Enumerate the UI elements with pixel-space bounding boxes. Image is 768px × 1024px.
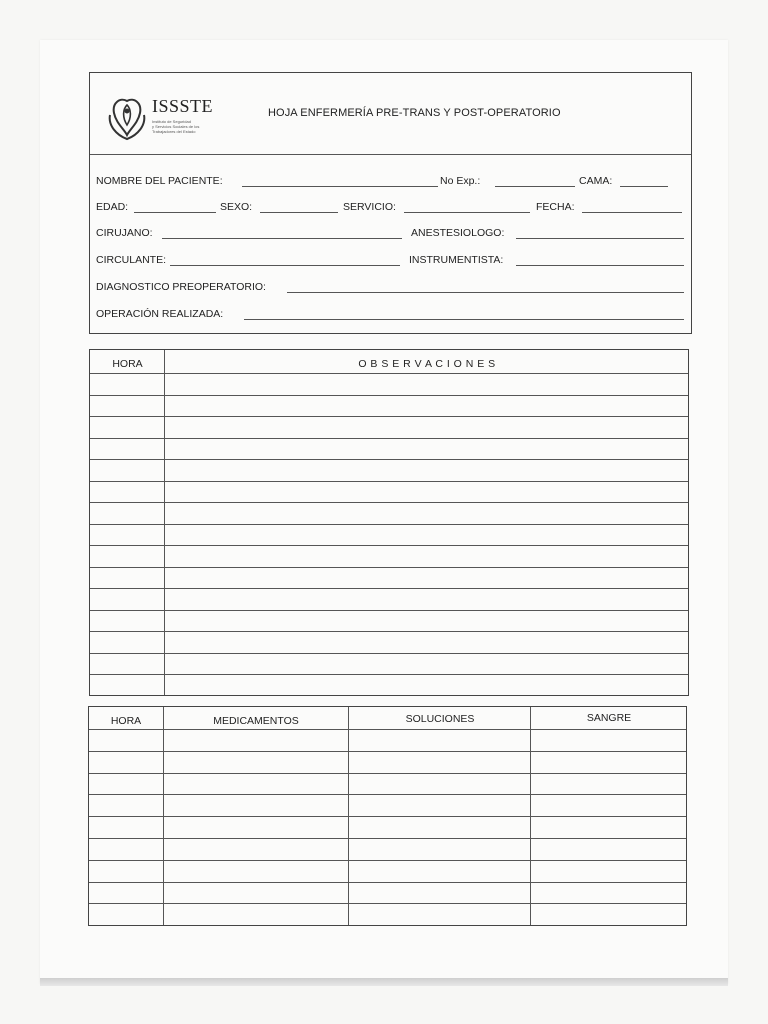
medicamentos-table — [88, 706, 687, 926]
medicamentos-header: MEDICAMENTOS — [213, 715, 299, 727]
circulante-field[interactable] — [170, 265, 400, 266]
medicamentos-hora-header: HORA — [110, 715, 142, 727]
nombre-field[interactable] — [242, 186, 438, 187]
medicamentos-row-line — [89, 816, 686, 817]
medicamentos-row-line — [89, 729, 686, 730]
no-exp-field[interactable] — [495, 186, 575, 187]
form-header — [90, 73, 691, 155]
observaciones-row-line — [90, 610, 688, 611]
sexo-label: SEXO: — [220, 201, 253, 213]
edad-field[interactable] — [134, 212, 216, 213]
issste-logo-icon — [106, 95, 148, 141]
observaciones-row-line — [90, 524, 688, 525]
logo-wordmark: ISSSTE — [152, 96, 214, 116]
observaciones-row-line — [90, 567, 688, 568]
servicio-label: SERVICIO: — [343, 201, 396, 213]
diagnostico-label: DIAGNOSTICO PREOPERATORIO: — [96, 281, 266, 293]
operacion-field[interactable] — [244, 319, 684, 320]
medicamentos-row-line — [89, 882, 686, 883]
circulante-label: CIRCULANTE: — [96, 254, 167, 266]
cirujano-label: CIRUJANO: — [96, 227, 153, 239]
fecha-label: FECHA: — [536, 201, 575, 213]
paper-edge-shadow — [40, 978, 728, 986]
observaciones-column-divider — [164, 350, 165, 695]
observaciones-row-line — [90, 395, 688, 396]
observaciones-row-line — [90, 502, 688, 503]
sexo-field[interactable] — [260, 212, 338, 213]
anestesiologo-label: ANESTESIOLOGO: — [411, 227, 505, 239]
logo-subtext: Instituto de Seguridad y Servicios Sociales de los Trabajadores del Estado — [152, 119, 200, 134]
medicamentos-row-line — [89, 773, 686, 774]
observaciones-row-line — [90, 653, 688, 654]
document-title: HOJA ENFERMERÍA PRE-TRANS Y POST-OPERATORIO — [268, 107, 561, 119]
edad-label: EDAD: — [96, 201, 129, 213]
operacion-label: OPERACIÓN REALIZADA: — [96, 308, 224, 320]
medicamentos-row-line — [89, 751, 686, 752]
soluciones-header: SOLUCIONES — [405, 713, 475, 725]
cama-label: CAMA: — [579, 175, 613, 187]
anestesiologo-field[interactable] — [516, 238, 684, 239]
servicio-field[interactable] — [404, 212, 530, 213]
observaciones-row-line — [90, 438, 688, 439]
patient-info-box — [89, 72, 692, 334]
observaciones-table — [89, 349, 689, 696]
observaciones-hora-header: HORA — [112, 358, 143, 370]
sangre-header: SANGRE — [586, 712, 632, 724]
cirujano-field[interactable] — [162, 238, 402, 239]
medicamentos-row-line — [89, 838, 686, 839]
observaciones-row-line — [90, 674, 688, 675]
cama-field[interactable] — [620, 186, 668, 187]
diagnostico-field[interactable] — [287, 292, 684, 293]
observaciones-row-line — [90, 459, 688, 460]
no-exp-label: No Exp.: — [440, 175, 481, 187]
observaciones-row-line — [90, 373, 688, 374]
fecha-field[interactable] — [582, 212, 682, 213]
instrumentista-field[interactable] — [516, 265, 684, 266]
instrumentista-label: INSTRUMENTISTA: — [409, 254, 504, 266]
medicamentos-row-line — [89, 860, 686, 861]
observaciones-header: O B S E R V A C I O N E S — [358, 358, 496, 370]
observaciones-row-line — [90, 631, 688, 632]
medicamentos-row-line — [89, 794, 686, 795]
observaciones-row-line — [90, 588, 688, 589]
observaciones-row-line — [90, 481, 688, 482]
observaciones-row-line — [90, 545, 688, 546]
medicamentos-row-line — [89, 903, 686, 904]
observaciones-row-line — [90, 416, 688, 417]
nombre-label: NOMBRE DEL PACIENTE: — [96, 175, 223, 187]
